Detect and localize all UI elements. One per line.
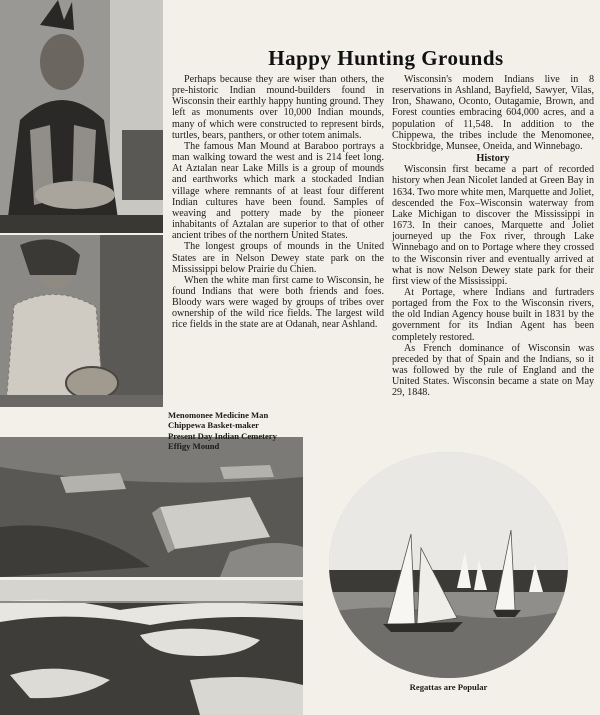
photo-medicine-man xyxy=(0,0,163,233)
paragraph: The longest groups of mounds in the United States are in Nelson Dewey state park on the Mississippi below Prairie du Chien. xyxy=(172,241,384,275)
paragraph: Wisconsin first became a part of recorded history when Jean Nicolet landed at Green Bay in 1634. Two more white men, Marquette and Joliet, descended the Fox–Wisconsin waterway from Lake Michigan to discover the Mississippi in 1673. In their canoes, Marquette and Joliet journeyed up the Fox river, through Lake Winnebago and on to Portage where they crossed to the Wisconsin river and eventually arrived at what is now Nelson Dewey state park for their first view of the Mississippi. xyxy=(392,164,594,287)
caption-regatta: Regattas are Popular xyxy=(409,682,488,692)
paragraph: Perhaps because they are wiser than others, the pre-historic Indian mound-builders found in Wisconsin their earthly happy hunting ground. They left as monuments over 10,000 Indian mounds, many of which were constructed to represent birds, turtles, bears, panthers, or other totem animals. xyxy=(172,74,384,141)
text-column-right xyxy=(392,74,594,399)
paragraph: Wisconsin's modern Indians live in 8 reservations in Ashland, Bayfield, Sawyer, Vilas, Iron, Shawano, Oconto, Outagamie, Brown, and Forest counties embracing 604,000 acres, and a population of 11,548. In addition to the Chippewa, the tribes include the Menomonee, Stockbridge, Munsee, Oneida, and Winnebago. xyxy=(392,74,594,152)
caption-basket-maker: Chippewa Basket-maker xyxy=(168,420,259,431)
paragraph: At Portage, where Indians and furtraders portaged from the Fox to the Wisconsin rivers, the old Indian Agency house built in 1831 by the government for its Indian Agent has been completely restored. xyxy=(392,286,594,343)
photo-basket-maker xyxy=(0,235,163,407)
page-title: Happy Hunting Grounds xyxy=(268,46,504,71)
paragraph: When the white man first came to Wisconsin, he found Indians that were both friends and foes. Bloody wars were waged by groups of tribes over ownership of the wild rice fields. The largest wild rice fields in the state are at Odanah, near Ashland. xyxy=(172,274,384,331)
paragraph: The famous Man Mound at Baraboo portrays a man walking toward the west and is 214 feet long. At Aztalan near Lake Mills is a group of mounds and earthworks which mark a stockaded Indian village where remnants of at least four different Indian cultures have been found. Samples of weaving and pottery made by the pioneer inhabitants of Aztalan are superior to that of other ancient tribes of the northern United States. xyxy=(172,140,384,242)
photo-indian-cemetery xyxy=(0,437,303,577)
section-heading-history: History xyxy=(476,153,510,165)
caption-cemetery: Present Day Indian Cemetery xyxy=(168,430,277,441)
paragraph: As French dominance of Wisconsin was preceded by that of Spain and the Indians, so it was followed by the rule of England and the United States. Wisconsin became a state on May 29, 1848. xyxy=(392,342,594,399)
photo-regatta xyxy=(329,452,568,678)
photo-captions xyxy=(168,410,318,452)
caption-medicine-man: Menomonee Medicine Man xyxy=(168,410,269,420)
photo-effigy-mound xyxy=(0,580,303,715)
text-column-left xyxy=(172,74,384,331)
caption-effigy-mound: Effigy Mound xyxy=(168,441,220,452)
